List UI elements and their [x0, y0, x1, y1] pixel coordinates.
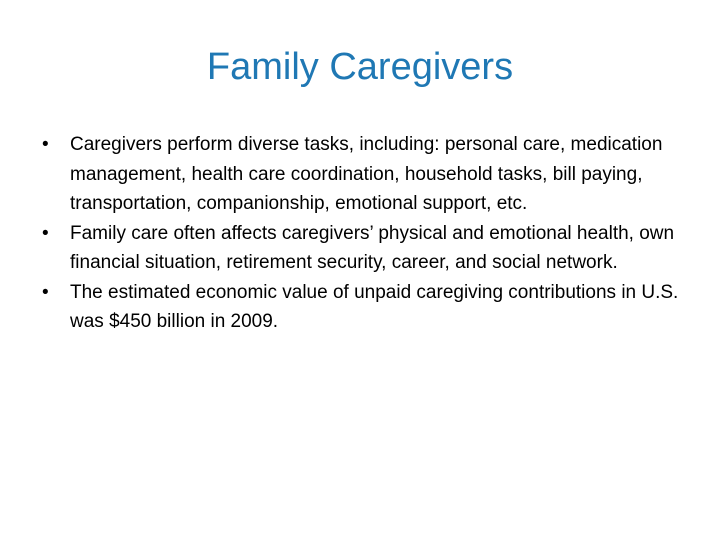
bullet-list: [40, 130, 680, 337]
bullet-text: Caregivers perform diverse tasks, including: personal care, medication management, health care coordination, household tasks, bill paying, transportation, companionship, emotional support, etc.: [70, 134, 663, 214]
bullet-item: [40, 278, 680, 337]
bullet-marker-icon: •: [42, 281, 49, 303]
bullet-text: The estimated economic value of unpaid caregiving contributions in U.S. was $450 billion in 2009.: [70, 281, 679, 332]
bullet-marker-icon: •: [42, 134, 49, 155]
bullet-marker-icon: •: [42, 222, 49, 244]
slide-title: Family Caregivers: [206, 46, 514, 88]
bullet-item: [40, 130, 680, 219]
bullet-text: Family care often affects caregivers’ physical and emotional health, own financial situation, retirement security, career, and social network.: [70, 222, 675, 273]
bullet-item: [40, 219, 680, 278]
